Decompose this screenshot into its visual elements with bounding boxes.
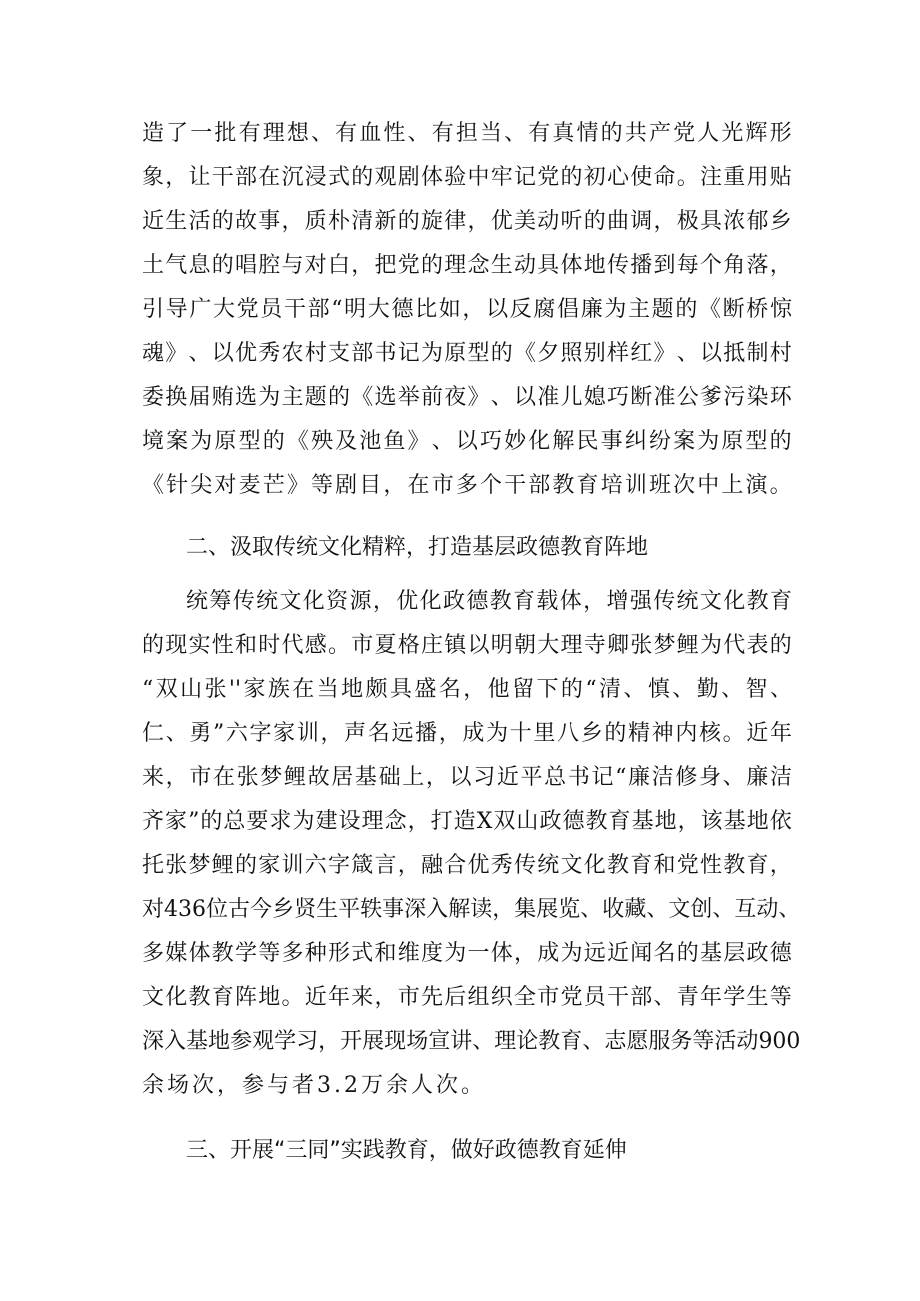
section-1-paragraph: [142, 112, 792, 508]
text-line: 近 生 活 的 故 事 ， 质 朴 清 新 的 旋 律 ， 优 美 动 听 的 曲 调 ， 极 具 浓 郁 乡: [142, 209, 792, 234]
text-line: 余场次，参与者3.2万余人次。: [142, 1073, 486, 1098]
text-line: 齐 家 ” 的 总 要 求 为 建 设 理 念 ， 打 造 X 双 山 政 德 教 育 基 地 ， 该 基 地 依: [142, 809, 792, 834]
text-line: “ 双 山 张 '' 家 族 在 当 地 颇 具 盛 名 ， 他 留 下 的 “ 清 、 慎 、 勤 、 智 、: [142, 677, 792, 702]
section-2-paragraph: [142, 580, 801, 1108]
text-line: 象 ， 让 干 部 在 沉 浸 式 的 观 剧 体 验 中 牢 记 党 的 初 心 使 命 。 注 重 用 贴: [142, 165, 792, 190]
section-3-heading: 三、开展“三同”实践教育，做好政德教育延伸: [186, 1138, 627, 1163]
text-line: 委 换 届 贿 选 为 主 题 的 《 选 举 前 夜 》 、 以 准 儿 媳 巧 断 准 公 爹 污 染 环: [142, 385, 792, 410]
text-line: 境 案 为 原 型 的 《 殃 及 池 鱼 》 、 以 巧 妙 化 解 民 事 纠 纷 案 为 原 型 的: [142, 429, 792, 454]
text-line: 仁 、 勇 ” 六 字 家 训 ， 声 名 远 播 ， 成 为 十 里 八 乡 的 精 神 内 核 。 近 年: [142, 721, 792, 746]
section-2-heading: 二、汲取传统文化精粹，打造基层政德教育阵地: [186, 535, 649, 560]
text-line: 托 张 梦 鲤 的 家 训 六 字 箴 言 ， 融 合 优 秀 传 统 文 化 教 育 和 党 性 教 育 ，: [142, 853, 792, 878]
text-line: 对 436 位 古 今 乡 贤 生 平 轶 事 深 入 解 读 ， 集 展 览 、 收 藏 、 文 创 、 互 动 、: [142, 897, 801, 922]
text-line: 文 化 教 育 阵 地 。 近 年 来 ， 市 先 后 组 织 全 市 党 员 干 部 、 青 年 学 生 等: [142, 985, 792, 1010]
text-line: 《 针 尖 对 麦 芒 》 等 剧 目 ， 在 市 多 个 干 部 教 育 培 训 班 次 中 上 演 。: [142, 473, 792, 498]
text-line: 多 媒 体 教 学 等 多 种 形 式 和 维 度 为 一 体 ， 成 为 远 近 闻 名 的 基 层 政 德: [142, 941, 792, 966]
text-line: 统 筹 传 统 文 化 资 源 ， 优 化 政 德 教 育 载 体 ， 增 强 传 统 文 化 教 育: [186, 589, 792, 614]
text-line: 来 ， 市 在 张 梦 鲤 故 居 基 础 上 ， 以 习 近 平 总 书 记 “ 廉 洁 修 身 、 廉 洁: [142, 765, 792, 790]
text-line: 的 现 实 性 和 时 代 感 。 市 夏 格 庄 镇 以 明 朝 大 理 寺 卿 张 梦 鲤 为 代 表 的: [142, 633, 792, 658]
text-line: 造 了 一 批 有 理 想 、 有 血 性 、 有 担 当 、 有 真 情 的 共 产 党 人 光 辉 形: [142, 121, 792, 146]
text-line: 土 气 息 的 唱 腔 与 对 白 ， 把 党 的 理 念 生 动 具 体 地 传 播 到 每 个 角 落 ，: [142, 253, 792, 278]
text-line: 魂 》 、 以 优 秀 农 村 支 部 书 记 为 原 型 的 《 夕 照 别 样 红 》 、 以 抵 制 村: [142, 341, 792, 366]
text-line: 引 导 广 大 党 员 干 部 “ 明 大 德 比 如 ， 以 反 腐 倡 廉 为 主 题 的 《 断 桥 惊: [142, 297, 792, 322]
text-line: 深 入 基 地 参 观 学 习 ， 开 展 现 场 宣 讲 、 理 论 教 育 、 志 愿 服 务 等 活 动 900: [142, 1029, 801, 1054]
